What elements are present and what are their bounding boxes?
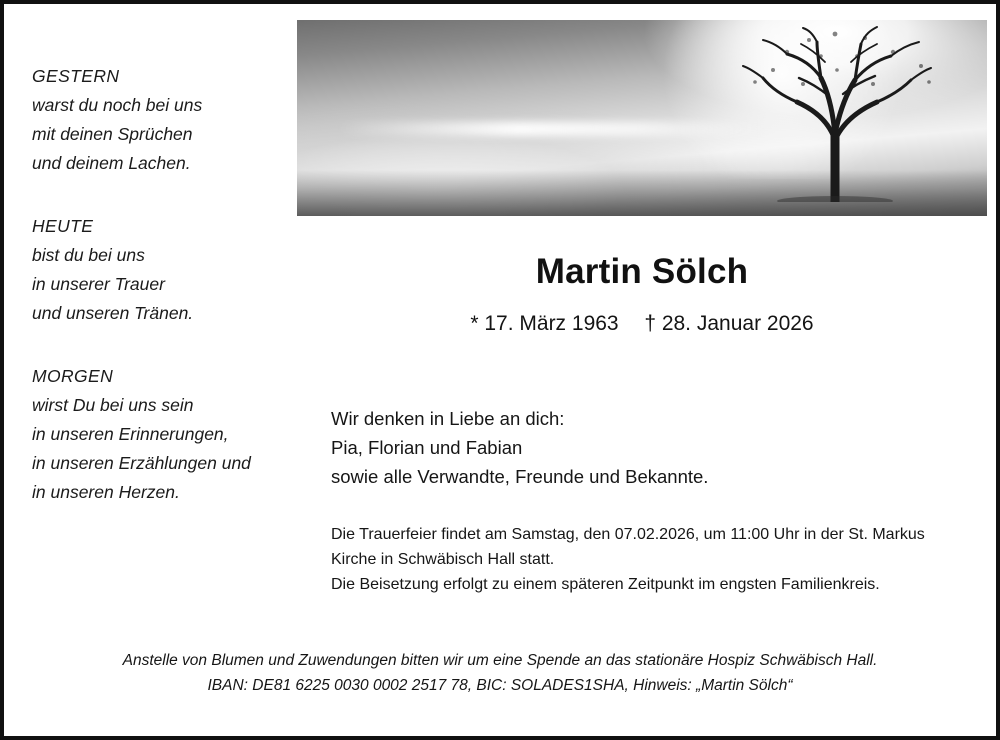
poem-line: in unserer Trauer [32,274,165,294]
poem-line: in unseren Erzählungen und [32,453,251,473]
poem-line: und deinem Lachen. [32,153,191,173]
poem-line: in unseren Erinnerungen, [32,424,229,444]
horizon-haze [338,122,766,136]
tree-icon [725,22,945,202]
poem-line: GESTERN [32,66,120,86]
birth-date: * 17. März 1963 [470,312,619,335]
deceased-name: Martin Sölch [535,252,749,291]
remembrance-line: sowie alle Verwandte, Freunde und Bekannte. [331,466,709,487]
poem-line: bist du bei uns [32,245,145,265]
poem-column [32,62,297,541]
poem-line: MORGEN [32,366,114,386]
death-date: † 28. Januar 2026 [644,312,814,335]
poem-line: in unseren Herzen. [32,482,180,502]
ceremony-block [331,522,971,597]
poem-line: mit deinen Sprüchen [32,124,193,144]
ceremony-line: Die Trauerfeier findet am Samstag, den 07.02.2026, um 11:00 Uhr in der St. Markus [331,526,925,543]
poem-stanza-heute [32,212,297,328]
donation-bank-line: IBAN: DE81 6225 0030 0002 2517 78, BIC: SOLADES1SHA, Hinweis: „Martin Sölch“ [207,677,793,694]
poem-stanza-morgen [32,362,297,507]
poem-line: HEUTE [32,216,94,236]
ceremony-line: Kirche in Schwäbisch Hall statt. [331,551,555,568]
poem-line: warst du noch bei uns [32,95,203,115]
tree-landscape-photo [297,20,987,216]
poem-line: wirst Du bei uns sein [32,395,194,415]
poem-stanza-gestern [32,62,297,178]
poem-line: und unseren Tränen. [32,303,194,323]
donation-line: Anstelle von Blumen und Zuwendungen bitten wir um eine Spende an das stationäre Hospiz Schwäbisch Hall. [122,652,878,669]
deceased-dates [297,312,987,336]
remembrance-line: Wir denken in Liebe an dich: [331,408,565,429]
ceremony-line: Die Beisetzung erfolgt zu einem späteren Zeitpunkt im engsten Familienkreis. [331,576,880,593]
remembrance-block [331,404,971,491]
donation-note [44,648,956,698]
remembrance-line: Pia, Florian und Fabian [331,437,523,458]
